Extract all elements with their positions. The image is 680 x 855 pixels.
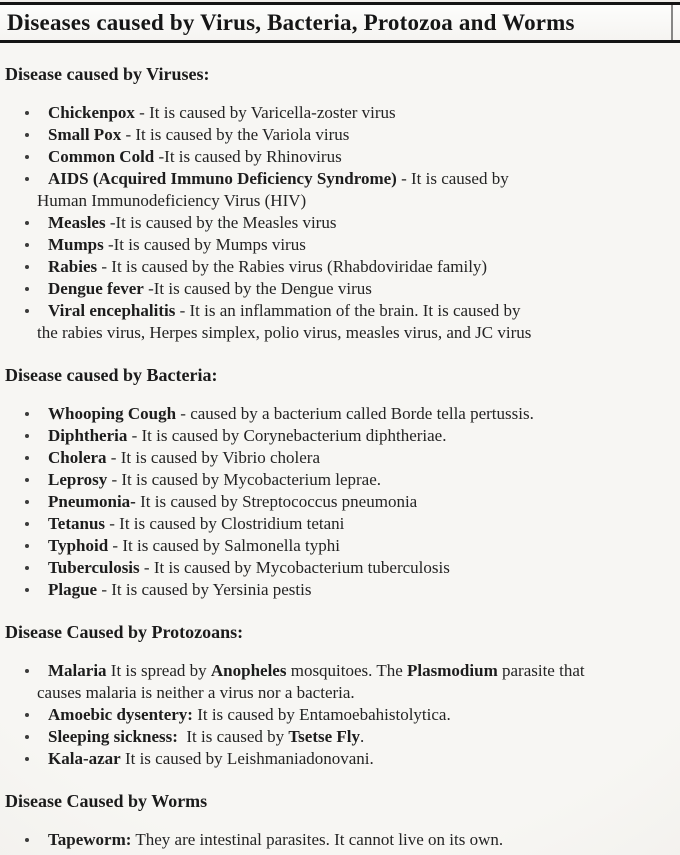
list-item [5, 748, 674, 770]
disease-name: Chickenpox [48, 103, 135, 122]
disease-name: Tapeworm: [48, 830, 132, 849]
list-item [5, 146, 674, 168]
disease-name: Plague [48, 580, 98, 599]
disease-description: It is caused by [177, 727, 289, 746]
list-item [5, 579, 674, 601]
disease-name: Small Pox [48, 125, 122, 144]
list-item-line [48, 535, 674, 557]
disease-name: Pneumonia- [48, 492, 136, 511]
disease-description: -It is caused by Mumps virus [103, 235, 306, 254]
section-heading: Disease caused by Bacteria: [5, 365, 218, 385]
list-item-line [48, 491, 674, 513]
list-item [5, 425, 674, 447]
disease-name: Malaria [48, 661, 107, 680]
list-item-line [48, 300, 674, 322]
document-page [0, 2, 680, 855]
disease-list [5, 660, 674, 770]
disease-description: - It is caused by the Rabies virus (Rhabdoviridae family) [97, 257, 488, 276]
list-item-line [48, 256, 674, 278]
disease-name: Tsetse Fly [288, 727, 360, 746]
list-item-line [48, 469, 674, 491]
list-item-line [48, 212, 674, 234]
list-item-line [48, 704, 674, 726]
list-item-line [48, 660, 674, 682]
list-item-line [48, 168, 674, 190]
list-item [5, 557, 674, 579]
disease-description: - It is caused by Mycobacterium leprae. [107, 470, 381, 489]
section-heading: Disease Caused by Protozoans: [5, 622, 244, 642]
disease-name: AIDS (Acquired Immuno Deficiency Syndrome) [48, 169, 397, 188]
disease-name: Typhoid [48, 536, 109, 555]
disease-description: . [360, 727, 365, 746]
disease-name: Rabies [48, 257, 98, 276]
list-item-line [48, 513, 674, 535]
disease-name: Diphtheria [48, 426, 128, 445]
list-item [5, 469, 674, 491]
disease-name: Plasmodium [407, 661, 498, 680]
disease-list [5, 403, 674, 601]
list-item-line [48, 726, 674, 748]
disease-description: - It is caused by Varicella-zoster virus [134, 103, 396, 122]
disease-name: Mumps [48, 235, 104, 254]
disease-description: the rabies virus, Herpes simplex, polio virus, measles virus, and JC virus [37, 323, 532, 342]
section-heading: Disease caused by Viruses: [5, 64, 210, 84]
list-item-line [48, 146, 674, 168]
disease-description: It is spread by [106, 661, 211, 680]
disease-description: mosquitoes. The [286, 661, 408, 680]
disease-description: - It is caused by Corynebacterium diphtheriae. [127, 426, 447, 445]
list-item-line [48, 447, 674, 469]
disease-description: -It is caused by the Measles virus [105, 213, 337, 232]
list-item [5, 256, 674, 278]
disease-description: - It is caused by Clostridium tetani [105, 514, 345, 533]
disease-description: - It is caused by Mycobacterium tuberculosis [139, 558, 450, 577]
disease-name: Whooping Cough [48, 404, 177, 423]
disease-name: Viral encephalitis [48, 301, 176, 320]
list-item-line [48, 278, 674, 300]
section-heading: Disease Caused by Worms [5, 791, 208, 811]
disease-description: - It is caused by the Variola virus [121, 125, 350, 144]
list-item [5, 212, 674, 234]
disease-description: - It is caused by Yersinia pestis [97, 580, 312, 599]
list-item-line [48, 403, 674, 425]
page-title: Diseases caused by Virus, Bacteria, Protozoa and Worms [7, 10, 575, 35]
list-item-line [48, 102, 674, 124]
list-item [5, 829, 674, 851]
disease-description: - caused by a bacterium called Borde tella pertussis. [176, 404, 534, 423]
list-item-line [48, 425, 674, 447]
list-item [5, 124, 674, 146]
list-item [5, 660, 674, 704]
list-item-line [48, 557, 674, 579]
disease-name: Cholera [48, 448, 107, 467]
disease-description: - It is caused by Vibrio cholera [106, 448, 321, 467]
list-item-line [48, 124, 674, 146]
disease-name: Sleeping sickness: [48, 727, 178, 746]
list-item [5, 168, 674, 212]
disease-name: Tetanus [48, 514, 106, 533]
list-item [5, 447, 674, 469]
title-box-right-edge [671, 5, 673, 40]
disease-name: Amoebic dysentery: [48, 705, 193, 724]
disease-description: It is caused by Streptococcus pneumonia [135, 492, 418, 511]
disease-description: - It is caused by Salmonella typhi [108, 536, 340, 555]
list-item-continuation [37, 190, 674, 212]
list-item [5, 300, 674, 344]
list-item [5, 234, 674, 256]
disease-description: Human Immunodeficiency Virus (HIV) [37, 191, 307, 210]
list-item [5, 491, 674, 513]
disease-name: Leprosy [48, 470, 108, 489]
list-item-line [48, 234, 674, 256]
disease-name: Anopheles [210, 661, 287, 680]
disease-name: Measles [48, 213, 106, 232]
document-body [0, 64, 680, 851]
disease-list [5, 102, 674, 344]
disease-description: causes malaria is neither a virus nor a bacteria. [37, 683, 355, 702]
disease-name: Common Cold [48, 147, 155, 166]
disease-description: -It is caused by the Dengue virus [143, 279, 372, 298]
disease-description: It is caused by Entamoebahistolytica. [192, 705, 451, 724]
list-item [5, 535, 674, 557]
disease-description: parasite that [497, 661, 585, 680]
list-item-line [48, 579, 674, 601]
disease-description: - It is caused by [396, 169, 509, 188]
disease-description: - It is an inflammation of the brain. It is caused by [175, 301, 521, 320]
list-item [5, 704, 674, 726]
disease-name: Tuberculosis [48, 558, 140, 577]
disease-name: Kala-azar [48, 749, 121, 768]
document-title-bar [0, 2, 680, 43]
disease-description: -It is caused by Rhinovirus [154, 147, 342, 166]
disease-description: They are intestinal parasites. It cannot live on its own. [131, 830, 504, 849]
disease-list [5, 829, 674, 851]
list-item [5, 278, 674, 300]
list-item [5, 102, 674, 124]
list-item-line [48, 829, 674, 851]
list-item [5, 513, 674, 535]
list-item [5, 403, 674, 425]
disease-description: It is caused by Leishmaniadonovani. [120, 749, 374, 768]
list-item [5, 726, 674, 748]
list-item-continuation [37, 322, 674, 344]
disease-name: Dengue fever [48, 279, 144, 298]
list-item-line [48, 748, 674, 770]
list-item-continuation [37, 682, 674, 704]
